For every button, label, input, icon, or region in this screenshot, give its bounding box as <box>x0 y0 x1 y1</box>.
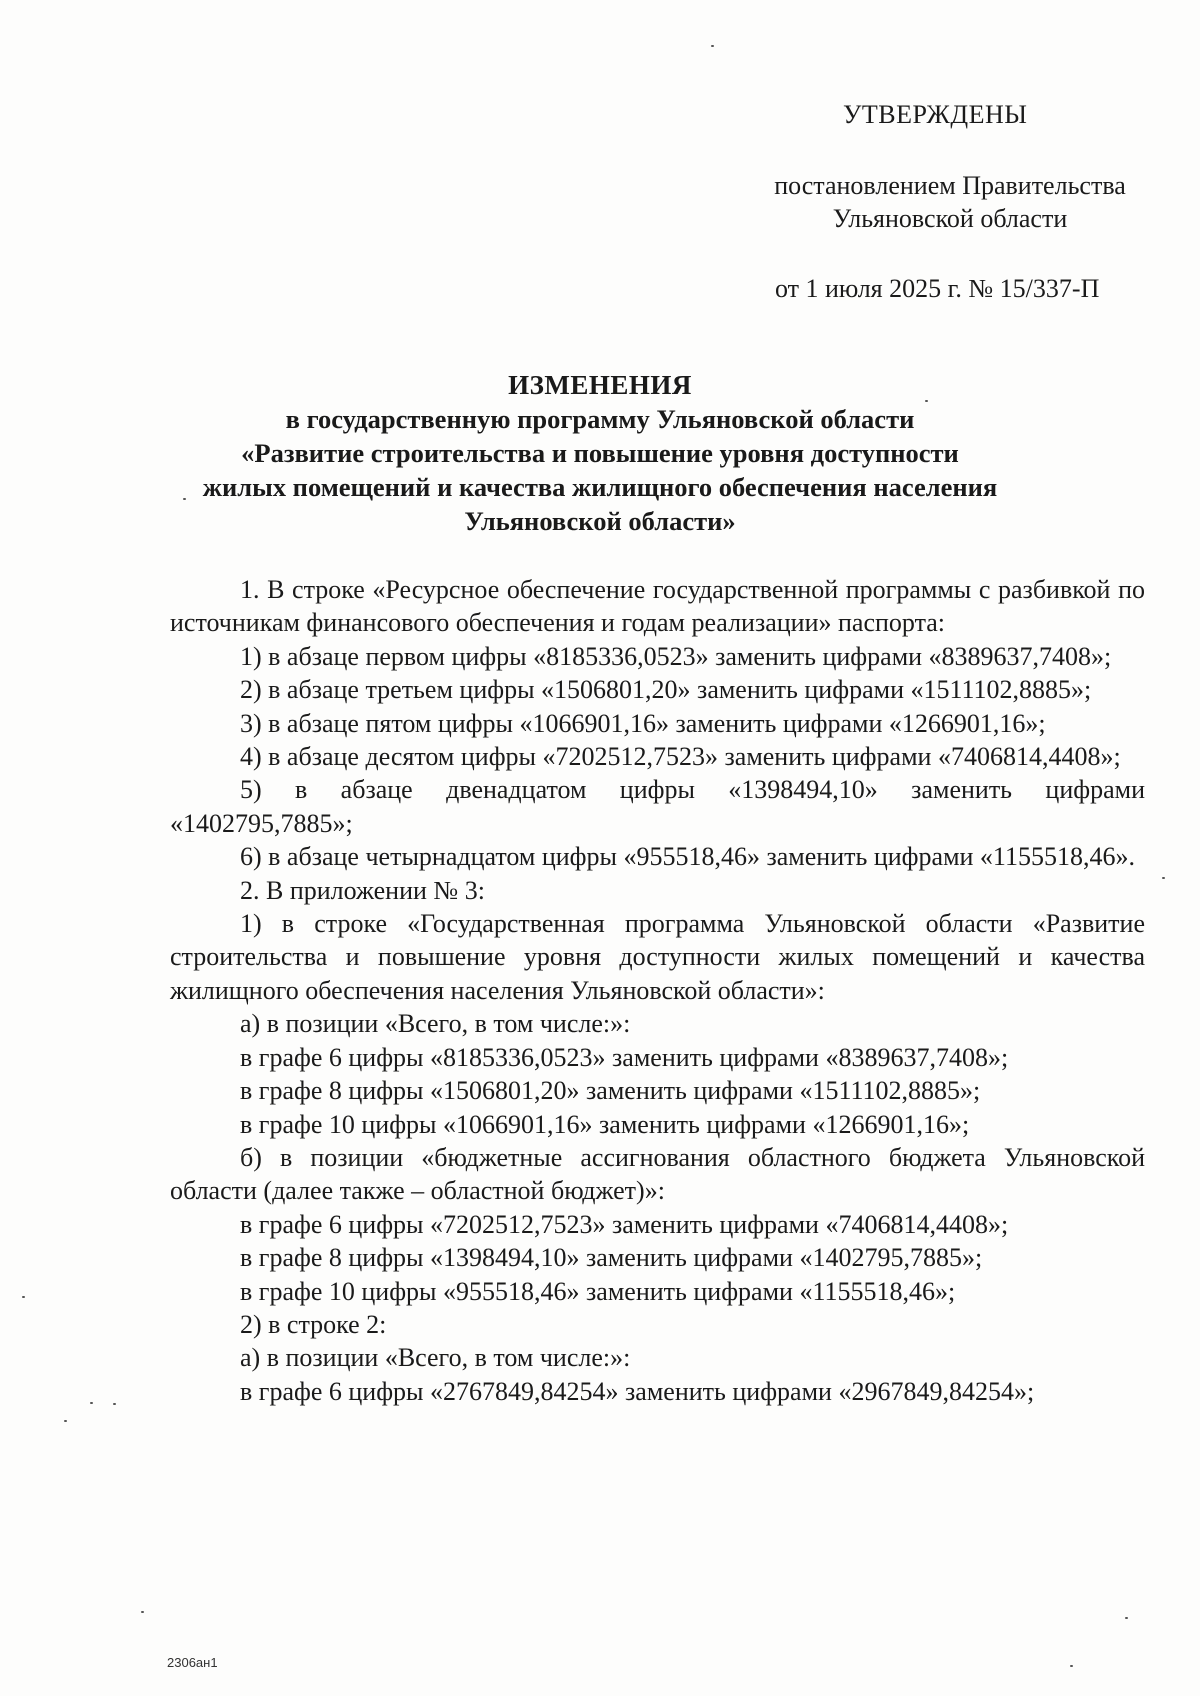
paragraph-1-item-6: 6) в абзаце четырнадцатом цифры «955518,46» заменить цифрами «1155518,46». <box>240 842 1135 872</box>
scan-speck <box>925 400 928 402</box>
title-line1: в государственную программу Ульяновской области <box>285 404 915 434</box>
title-line2: «Развитие строительства и повышение уровня доступности <box>241 438 959 468</box>
paragraph-1-item-2: 2) в абзаце третьем цифры «1506801,20» заменить цифрами «1511102,8885»; <box>240 675 1092 705</box>
scan-speck <box>1125 1617 1128 1619</box>
paragraph-2-item-1b-graph-10: в графе 10 цифры «955518,46» заменить цифрами «1155518,46»; <box>240 1276 956 1306</box>
document-title <box>160 368 1040 538</box>
paragraph-2-item-1a-graph-6: в графе 6 цифры «8185336,0523» заменить цифрами «8389637,7408»; <box>240 1042 1009 1072</box>
approval-title: УТВЕРЖДЕНЫ <box>843 100 1028 129</box>
paragraph-2-item-1: 1) в строке «Государственная программа Ульяновской области «Развитие строительства и повышение уровня доступности жилых помещений и качества жилищного обеспечения населения Ульяновской области»: <box>170 909 1145 1005</box>
paragraph-2-item-2: 2) в строке 2: <box>240 1309 387 1339</box>
scan-speck <box>64 1420 67 1422</box>
paragraph-1-item-1: 1) в абзаце первом цифры «8185336,0523» заменить цифрами «8389637,7408»; <box>240 641 1112 671</box>
scan-speck <box>711 45 714 47</box>
scan-speck <box>183 498 186 500</box>
paragraph-1: 1. В строке «Ресурсное обеспечение государственной программы с разбивкой по источникам финансового обеспечения и годам реализации» паспорта: <box>170 575 1145 638</box>
title-line4: Ульяновской области» <box>464 506 736 536</box>
paragraph-2-item-2a: а) в позиции «Всего, в том числе:»: <box>240 1343 631 1373</box>
paragraph-1-item-3: 3) в абзаце пятом цифры «1066901,16» заменить цифрами «1266901,16»; <box>240 708 1046 738</box>
paragraph-2-item-1b-graph-6: в графе 6 цифры «7202512,7523» заменить цифрами «7406814,4408»; <box>240 1209 1009 1239</box>
paragraph-2-item-1a-graph-10: в графе 10 цифры «1066901,16» заменить цифрами «1266901,16»; <box>240 1109 970 1139</box>
title-main: ИЗМЕНЕНИЯ <box>508 370 692 400</box>
paragraph-2: 2. В приложении № 3: <box>240 875 485 905</box>
approval-authority-line1: постановлением Правительства <box>774 171 1126 200</box>
document-body <box>170 573 1145 1408</box>
title-line3: жилых помещений и качества жилищного обеспечения населения <box>202 472 998 502</box>
approval-authority <box>755 169 1145 235</box>
paragraph-2-item-1b-graph-8: в графе 8 цифры «1398494,10» заменить цифрами «1402795,7885»; <box>240 1243 983 1273</box>
paragraph-2-item-1b: б) в позиции «бюджетные ассигнования областного бюджета Ульяновской области (далее также – областной бюджет)»: <box>170 1142 1145 1206</box>
paragraph-1-item-4: 4) в абзаце десятом цифры «7202512,7523» заменить цифрами «7406814,4408»; <box>240 742 1121 772</box>
paragraph-2-item-1a-graph-8: в графе 8 цифры «1506801,20» заменить цифрами «1511102,8885»; <box>240 1076 981 1106</box>
paragraph-2-item-2a-graph-6: в графе 6 цифры «2767849,84254» заменить цифрами «2967849,84254»; <box>240 1376 1035 1406</box>
paragraph-2-item-1a: а) в позиции «Всего, в том числе:»: <box>240 1009 631 1039</box>
scan-speck <box>1162 877 1165 879</box>
scan-speck <box>1070 1665 1073 1667</box>
approval-date: от 1 июля 2025 г. № 15/337-П <box>775 274 1100 303</box>
scan-speck <box>113 1403 116 1405</box>
scan-speck <box>141 1611 144 1613</box>
scan-speck <box>90 1402 93 1404</box>
scan-speck <box>22 1296 25 1298</box>
document-code: 2306ан1 <box>167 1655 218 1670</box>
approval-authority-line2: Ульяновской области <box>832 204 1068 233</box>
paragraph-1-item-5: 5) в абзаце двенадцатом цифры «1398494,10» заменить цифрами «1402795,7885»; <box>170 775 1145 838</box>
